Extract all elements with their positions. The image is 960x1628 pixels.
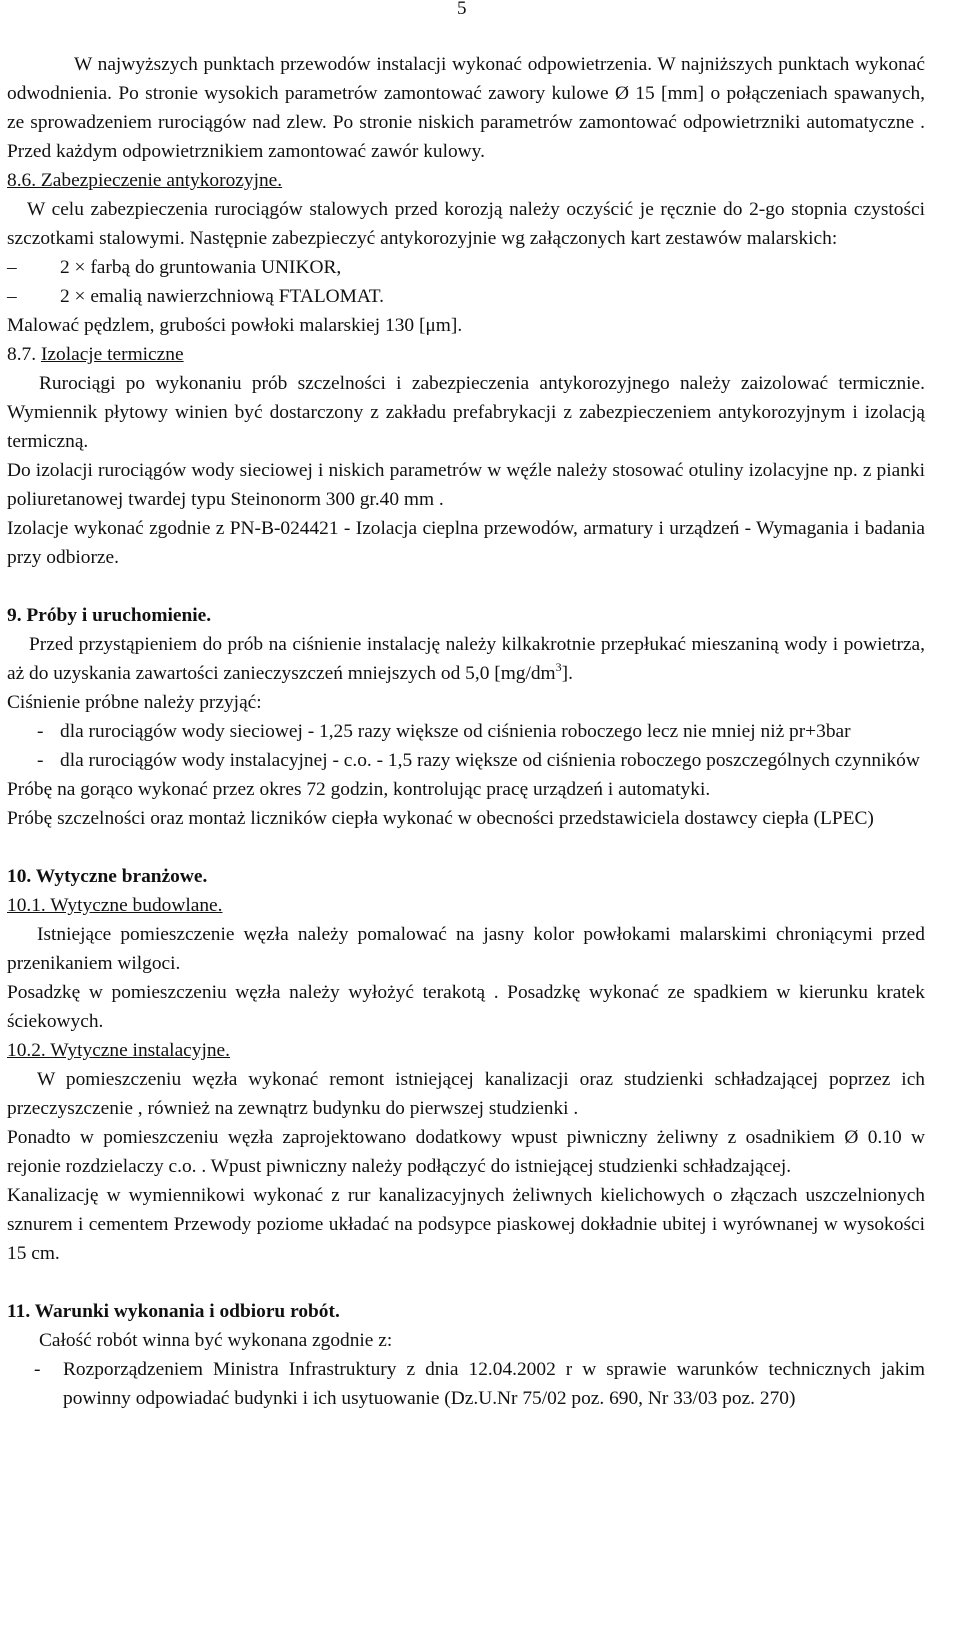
paragraph-9-a-text: Przed przystąpieniem do prób na ciśnienie instalację należy kilkakrotnie przepłukać mieszaniną wody i powietrza, aż do uzyskania zawartości zanieczyszczeń mniejszych od 5,0 [mg/dm: [7, 634, 925, 684]
paragraph-11-a: Całość robót winna być wykonana zgodnie z:: [39, 1330, 393, 1351]
paragraph-venting: W najwyższych punktach przewodów instalacji wykonać odpowietrzenia. W najniższych punktach wykonać odwodnienia. Po stronie wysokich parametrów zamontować zawory kulowe Ø 15 [mm] o połączeniach spawanych, ze sprowadzeniem rurociągów nad zlew. Po stronie niskich parametrów zamontować odpowietrzniki automatyczne . Przed każdym odpowietrznikiem zamontować zawór kulowy.: [7, 54, 925, 162]
page-number: 5: [457, 0, 467, 19]
heading-9: 9. Próby i uruchomienie.: [7, 605, 212, 626]
list-item: [7, 282, 925, 311]
paragraph-8-7-b: Do izolacji rurociągów wody sieciowej i niskich parametrów w węźle należy stosować otuliny izolacyjne np. z pianki poliuretanowej twardej typu Steinonorm 300 gr.40 mm .: [7, 460, 925, 510]
paragraph-8-6-painting: Malować pędzlem, grubości powłoki malarskiej 130 [μm].: [7, 315, 463, 336]
test-item-1: dla rurociągów wody sieciowej - 1,25 razy większe od ciśnienia roboczego lecz nie mniej niż pr+3bar: [60, 721, 851, 742]
superscript: 3: [555, 660, 562, 674]
coating-item-1: 2 × farbą do gruntowania UNIKOR,: [60, 257, 342, 278]
paragraph-10-2-a: W pomieszczeniu węzła wykonać remont istniejącej kanalizacji oraz studzienki schładzającej poprzez ich przeczyszczenie , również na zewnątrz budynku do pierwszej studzienki .: [7, 1069, 925, 1119]
list-dash: –: [7, 257, 17, 278]
coating-item-2: 2 × emalią nawierzchniową FTALOMAT.: [60, 286, 385, 307]
list-item: [7, 253, 925, 282]
paragraph-8-7-a: Rurociągi po wykonaniu prób szczelności i zabezpieczenia antykorozyjnego należy zaizolować termicznie. Wymiennik płytowy winien być dostarczony z zakładu prefabrykacji z zabezpieczeniem antykorozyjnym i izolacją termiczną.: [7, 373, 925, 452]
paragraph-10-1-b: Posadzkę w pomieszczeniu węzła należy wyłożyć terakotą . Posadzkę wykonać ze spadkiem w kierunku kratek ściekowych.: [7, 982, 925, 1032]
paragraph-10-1-a: Istniejące pomieszczenie węzła należy pomalować na jasny kolor powłokami malarskimi chroniącymi przed przenikaniem wilgoci.: [7, 924, 925, 974]
heading-8-7: [7, 340, 925, 369]
paragraph-9-d: Próbę szczelności oraz montaż liczników ciepła wykonać w obecności przedstawiciela dostawcy ciepła (LPEC): [7, 808, 874, 829]
heading-11: 11. Warunki wykonania i odbioru robót.: [7, 1301, 340, 1322]
heading-10-1: 10.1. Wytyczne budowlane.: [7, 895, 223, 916]
paragraph-9-a: [7, 630, 925, 688]
list-dash: –: [7, 286, 17, 307]
heading-10: 10. Wytyczne branżowe.: [7, 866, 208, 887]
document-page: [7, 0, 925, 1413]
heading-10-2: 10.2. Wytyczne instalacyjne.: [7, 1040, 231, 1061]
list-dash: -: [37, 721, 44, 742]
paragraph-8-6: W celu zabezpieczenia rurociągów stalowych przed korozją należy oczyścić je ręcznie do 2-go stopnia czystości szczotkami stalowymi. Następnie zabezpieczyć antykorozyjnie wg załączonych kart zestawów malarskich:: [7, 199, 925, 249]
list-item: [7, 1355, 925, 1413]
paragraph-8-7-c: Izolacje wykonać zgodnie z PN-B-024421 - Izolacja cieplna przewodów, armatury i urządzeń - Wymagania i badania przy odbiorze.: [7, 518, 925, 568]
heading-8-6: 8.6. Zabezpieczenie antykorozyjne.: [7, 170, 283, 191]
list-item: [7, 717, 925, 746]
paragraph-9-b: Ciśnienie próbne należy przyjąć:: [7, 692, 262, 713]
list-item: [7, 746, 925, 775]
paragraph-10-2-b: Ponadto w pomieszczeniu węzła zaprojektowano dodatkowy wpust piwniczny żeliwny z osadnikiem Ø 0.10 w rejonie rozdzielaczy c.o. . Wpust piwniczny należy podłączyć do istniejącej studzienki schładzającej.: [7, 1127, 925, 1177]
test-item-2: dla rurociągów wody instalacyjnej - c.o. - 1,5 razy większe od ciśnienia roboczego poszczególnych czynników: [60, 750, 920, 771]
heading-8-7-number: 8.7.: [7, 344, 41, 365]
list-dash: -: [34, 1359, 41, 1380]
paragraph-9-c: Próbę na gorąco wykonać przez okres 72 godzin, kontrolując pracę urządzeń i automatyki.: [7, 779, 711, 800]
paragraph-9-a-end: ].: [561, 663, 573, 684]
paragraph-10-2-c: Kanalizację w wymiennikowi wykonać z rur kanalizacyjnych żeliwnych kielichowych o złączach uszczelnionych sznurem i cementem Przewody poziome układać na podsypce piaskowej dokładnie ubitej i wyrównanej w wysokości 15 cm.: [7, 1185, 925, 1264]
heading-8-7-title: Izolacje termiczne: [40, 344, 184, 365]
list-dash: -: [37, 750, 44, 771]
regulation-item-1: Rozporządzeniem Ministra Infrastruktury z dnia 12.04.2002 r w sprawie warunków technicznych jakim powinny odpowiadać budynki i ich usytuowanie (Dz.U.Nr 75/02 poz. 690, Nr 33/03 poz. 270): [63, 1359, 925, 1409]
